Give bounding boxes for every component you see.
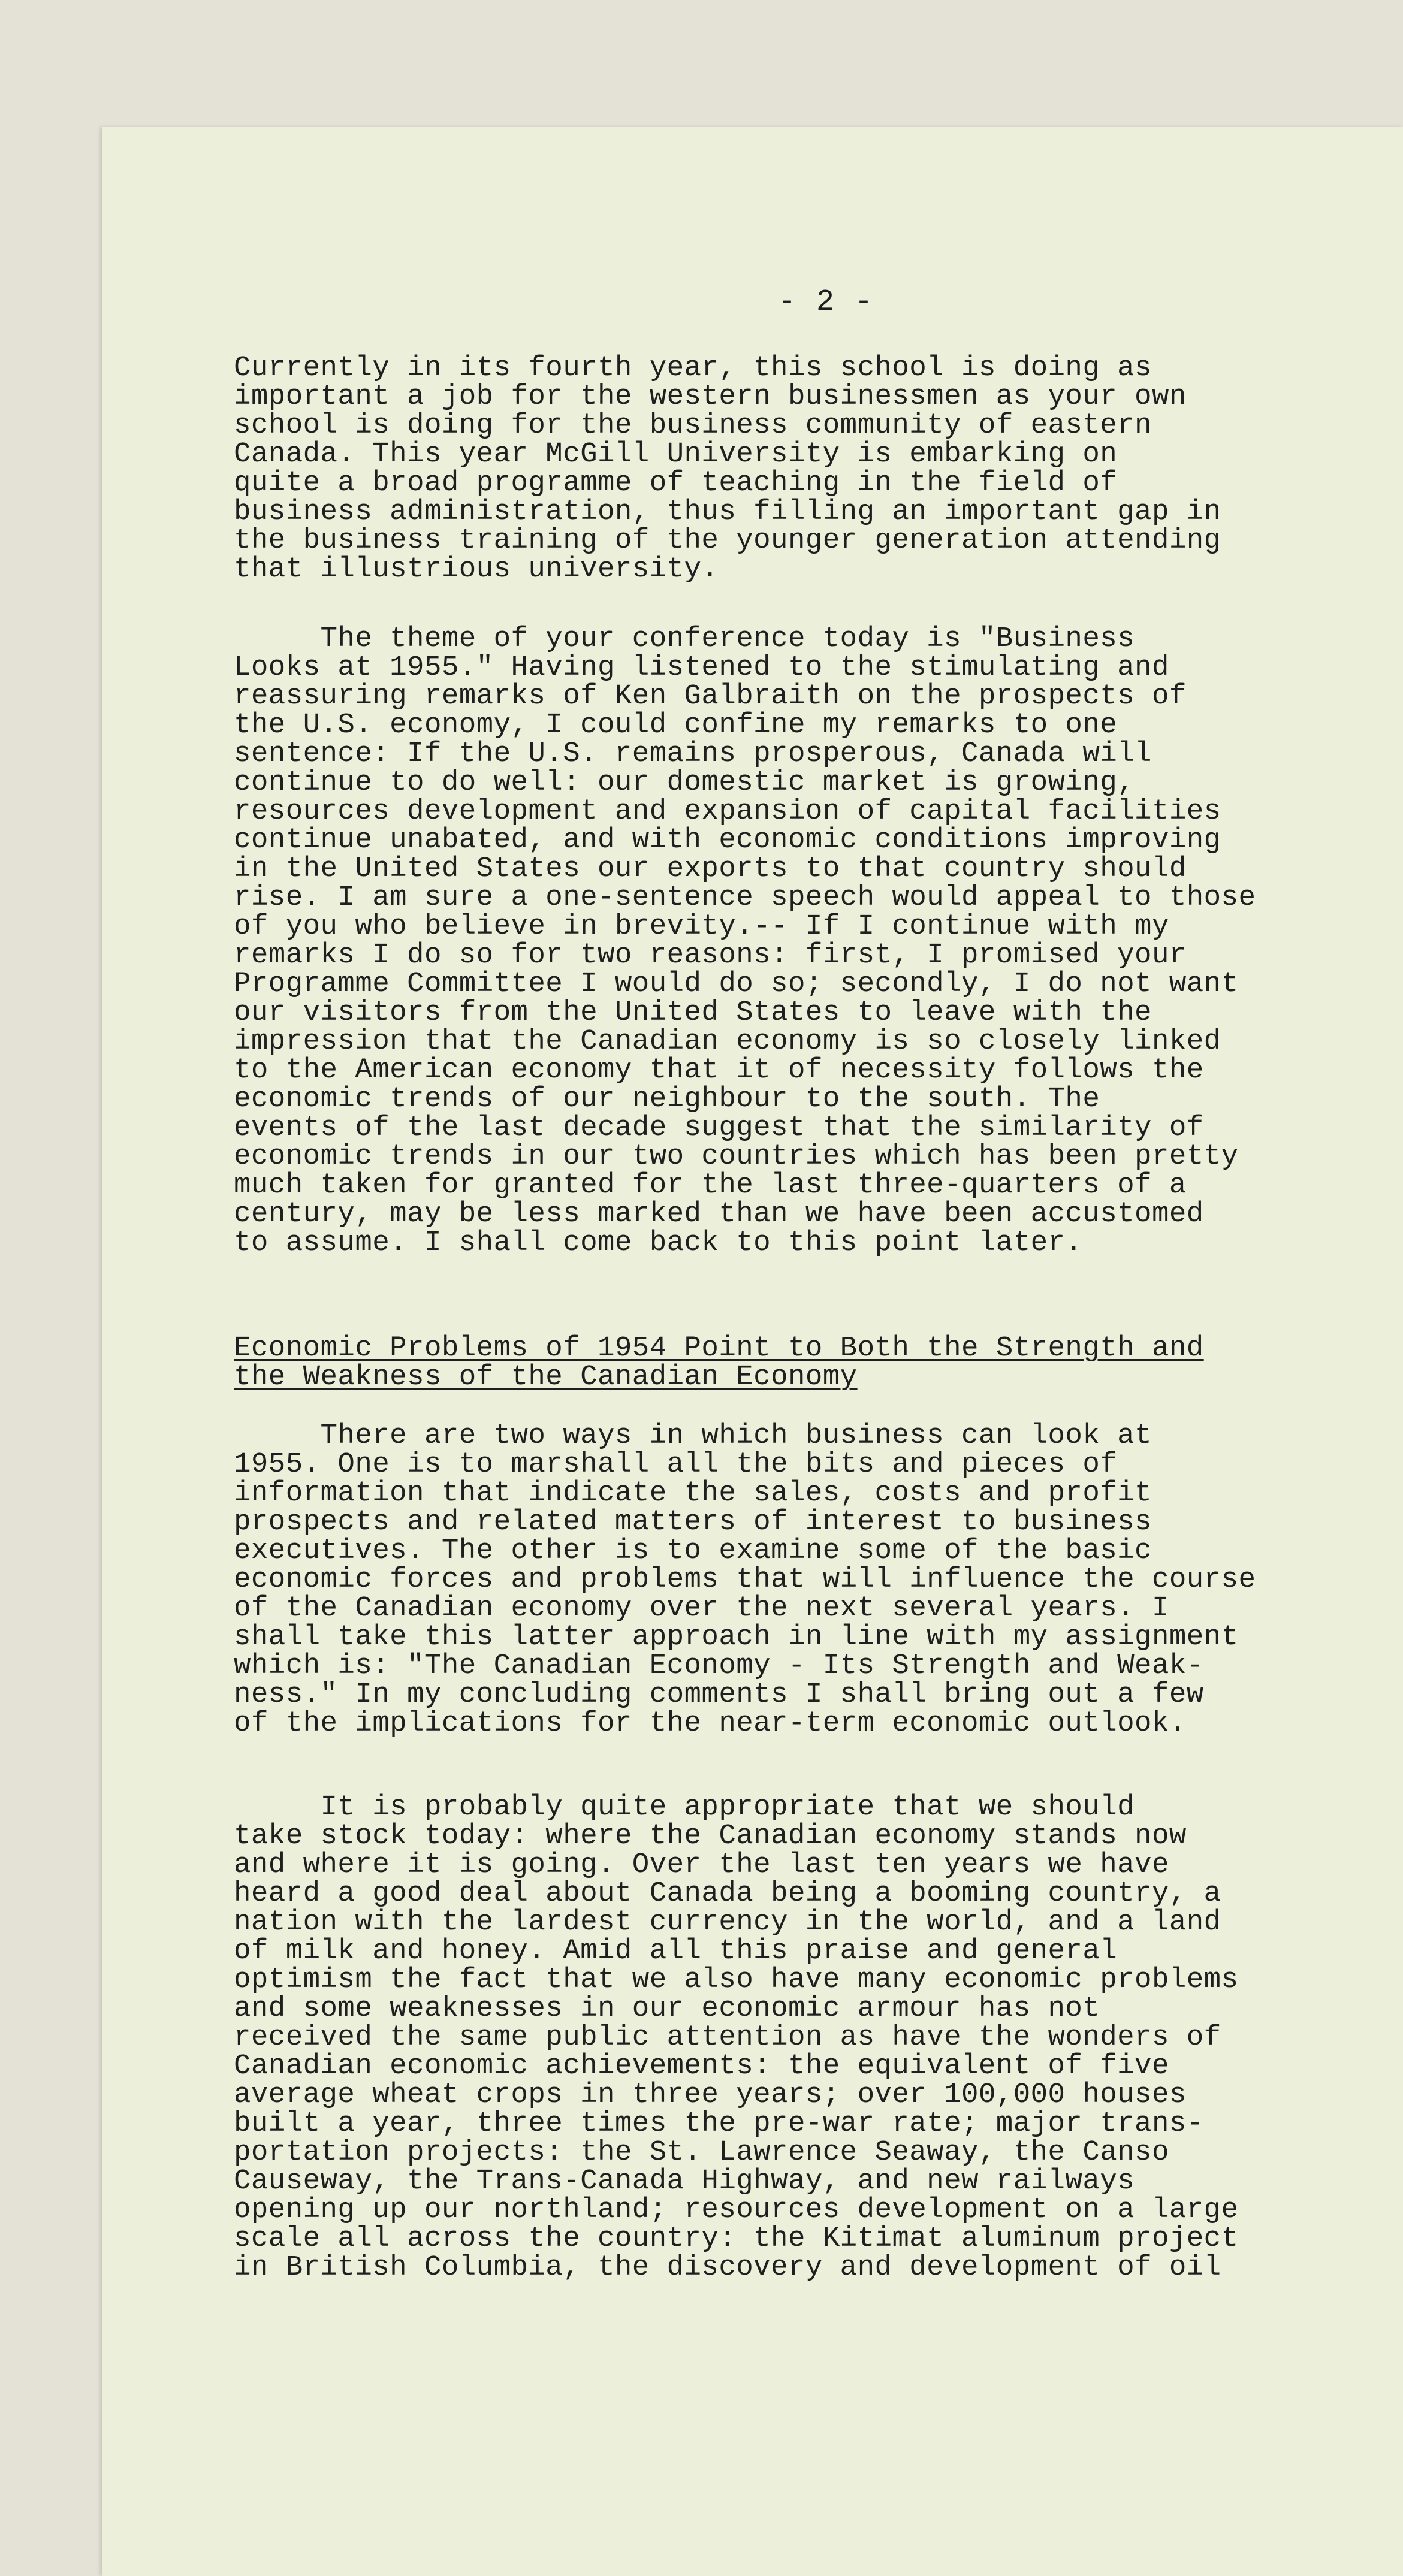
paragraph-two-ways: There are two ways in which business can look at 1955. One is to marshall all the bits and pieces of information that indicate the sales, costs and profit prospects and related matters of interest to business executives. The other is to examine some of the basic economic forces and problems that will influence the course of the Canadian economy over the next several years. I shall take this latter approach in line with my assignment which is: "The Canadian Economy - Its Strength and Weak- ness." In my concluding comments I shall bring out a few of the implications for the near-term economic outlook. [234,1420,1256,1740]
section-heading: Economic Problems of 1954 Point to Both the Strength and the Weakness of the Canadian Economy [234,1332,1204,1393]
paragraph-take-stock: It is probably quite appropriate that we should take stock today: where the Canadian economy stands now and where it is going. Over the last ten years we have heard a good deal about Canada being a booming country, a nation with the lardest currency in the world, and a land of milk and honey. Amid all this praise and general optimism the fact that we also have many economic problems and some weaknesses in our economic armour has not received the same public attention as have the wonders of Canadian economic achievements: the equivalent of five average wheat crops in three years; over 100,000 houses built a year, three times the pre-war rate; major trans- portation projects: the St. Lawrence Seaway, the Canso Causeway, the Trans-Canada Highway, and new railways opening up our northland; resources development on a large scale all across the country: the Kitimat aluminum project in British Columbia, the discovery and development of oil [234,1791,1239,2284]
paragraph-school: Currently in its fourth year, this school is doing as important a job for the western businessmen as your own school is doing for the business community of eastern Canada. This year McGill University is embarking on quite a broad programme of teaching in the field of business administration, thus filling an important gap in the business training of the younger generation attending that illustrious university. [234,352,1221,585]
page-number: - 2 - [778,285,874,319]
paragraph-conference-theme: The theme of your conference today is "Business Looks at 1955." Having listened to the stimulating and reassuring remarks of Ken Galbraith on the prospects of the U.S. economy, I could confine my remarks to one sentence: If the U.S. remains prosperous, Canada will continue to do well: our domestic market is growing, resources development and expansion of capital facilities continue unabated, and with economic conditions improving in the United States our exports to that country should rise. I am sure a one-sentence speech would appeal to those of you who believe in brevity.-- If I continue with my remarks I do so for two reasons: first, I promised your Programme Committee I would do so; secondly, I do not want our visitors from the United States to leave with the impression that the Canadian economy is so closely linked to the American economy that it of necessity follows the economic trends of our neighbour to the south. The events of the last decade suggest that the similarity of economic trends in our two countries which has been pretty much taken for granted for the last three-quarters of a century, may be less marked than we have been accustomed to assume. I shall come back to this point later. [234,623,1256,1259]
